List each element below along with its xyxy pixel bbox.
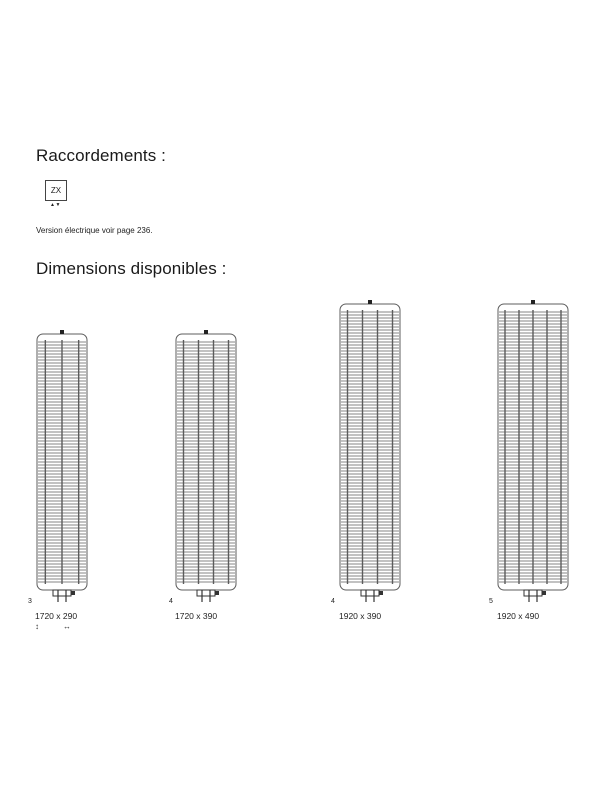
width-arrow-icon: ↔ [63, 622, 71, 631]
valve-body [361, 590, 379, 596]
radiator-drawing-5-columns [495, 296, 571, 608]
radiator-size: 1920 x 390 [339, 611, 382, 621]
electric-version-note: Version électrique voir page 236. [36, 226, 153, 235]
air-vent-icon [368, 300, 372, 304]
column-count: 5 [489, 598, 493, 605]
valve-body [197, 590, 215, 596]
air-vent-icon [60, 330, 64, 334]
height-arrow-icon: ↕ [35, 622, 39, 631]
valve-body [524, 590, 542, 596]
connections-heading: Raccordements : [36, 146, 166, 165]
radiator-drawing-3-columns [34, 326, 90, 608]
valve-head [542, 591, 546, 595]
valve-head [71, 591, 75, 595]
dimensions-heading: Dimensions disponibles : [36, 259, 227, 278]
radiator-size: 1720 x 390 [175, 611, 218, 621]
radiator-size: 1720 x 290 [35, 611, 78, 621]
radiator-drawing-4-columns [337, 296, 403, 608]
air-vent-icon [531, 300, 535, 304]
valve-head [379, 591, 383, 595]
valve-head [215, 591, 219, 595]
column-count: 4 [169, 598, 173, 605]
radiator-size: 1920 x 490 [497, 611, 540, 621]
column-count: 4 [331, 598, 335, 605]
column-count: 3 [28, 598, 32, 605]
air-vent-icon [204, 330, 208, 334]
connection-arrows-icon: ▲▼ [50, 202, 61, 208]
zx-connection-icon: ZX [45, 180, 67, 201]
radiator-drawing-4-columns [173, 326, 239, 608]
valve-body [53, 590, 71, 596]
